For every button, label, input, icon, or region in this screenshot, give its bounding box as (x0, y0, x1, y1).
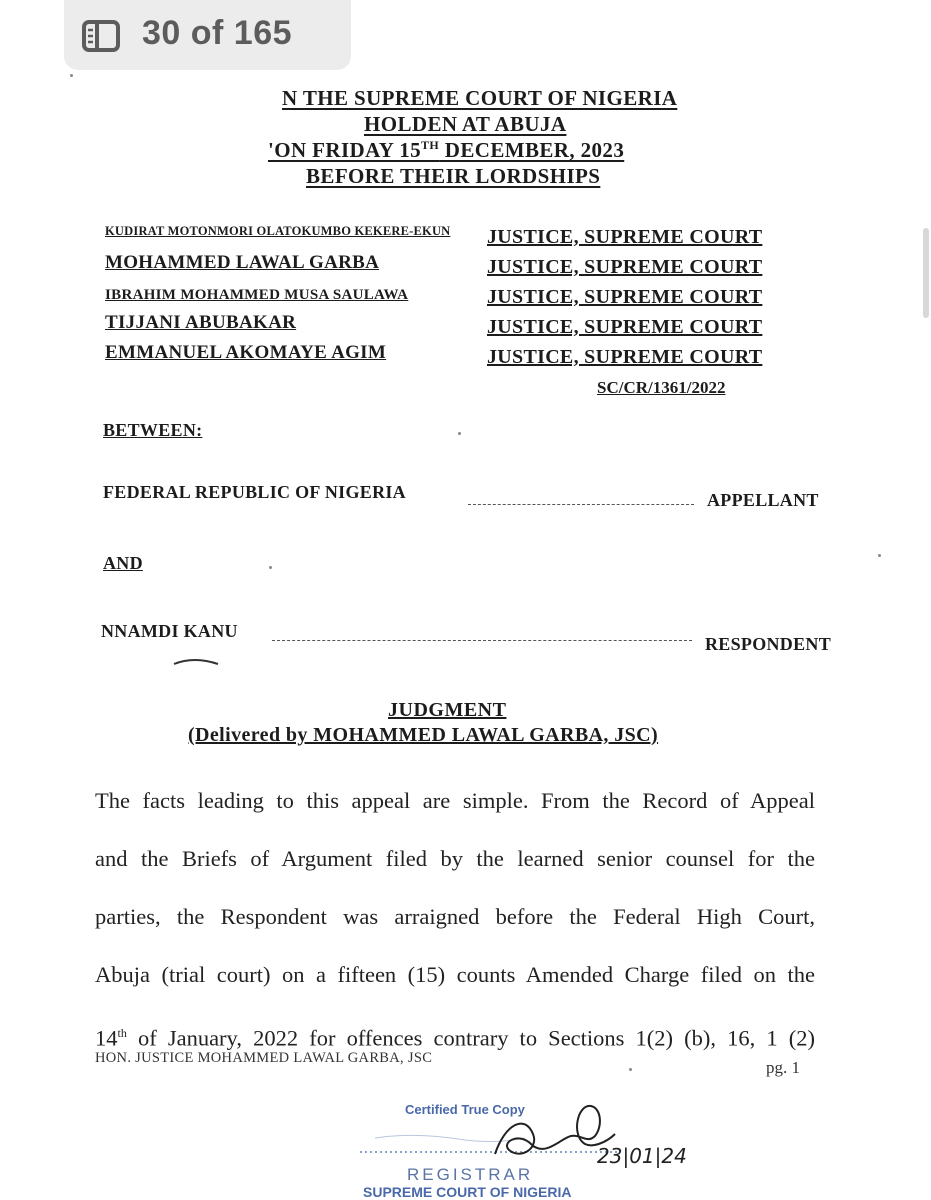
justice-title-5: JUSTICE, SUPREME COURT (487, 346, 763, 368)
appellant-name: FEDERAL REPUBLIC OF NIGERIA (103, 482, 406, 502)
respondent-leader-line (272, 640, 692, 641)
hearing-date: 'ON FRIDAY 15TH DECEMBER, 2023 (268, 138, 625, 162)
page-indicator-badge[interactable] (64, 0, 351, 70)
justice-name-5: EMMANUEL AKOMAYE AGIM (105, 342, 387, 363)
scan-speck (458, 432, 461, 435)
scan-speck (878, 554, 881, 557)
vertical-scrollbar[interactable] (923, 228, 929, 318)
appellant-leader-line (468, 504, 694, 505)
justice-title-2: JUSTICE, SUPREME COURT (487, 256, 763, 278)
scan-speck (629, 1068, 632, 1071)
stamp-registrar: REGISTRAR (407, 1165, 534, 1184)
judgment-line-1: The facts leading to this appeal are simple. From the Record of Appeal (95, 788, 815, 813)
between-label: BETWEEN: (103, 420, 203, 440)
scan-speck (70, 74, 73, 77)
scan-mark (172, 656, 222, 668)
judgment-line-2: and the Briefs of Argument filed by the learned senior counsel for the (95, 846, 815, 871)
justice-name-1: KUDIRAT MOTONMORI OLATOKUMBO KEKERE-EKUN (105, 224, 451, 238)
page-indicator-text: 30 of 165 (142, 14, 293, 52)
stamp-court-name: SUPREME COURT OF NIGERIA (363, 1184, 572, 1200)
respondent-role: RESPONDENT (705, 634, 832, 654)
bench-heading: BEFORE THEIR LORDSHIPS (306, 164, 601, 188)
appellant-role: APPELLANT (707, 490, 819, 510)
court-title: N THE SUPREME COURT OF NIGERIA (282, 86, 678, 110)
judgment-line-3: parties, the Respondent was arraigned before the Federal High Court, (95, 904, 815, 929)
stamp-certified-text: Certified True Copy (405, 1102, 525, 1117)
court-location: HOLDEN AT ABUJA (364, 112, 567, 136)
footer-author: HON. JUSTICE MOHAMMED LAWAL GARBA, JSC (95, 1050, 433, 1066)
and-label: AND (103, 553, 143, 573)
judgment-title: JUDGMENT (388, 699, 507, 721)
scan-speck (269, 566, 272, 569)
justice-title-1: JUSTICE, SUPREME COURT (487, 226, 763, 248)
judgment-line-4: Abuja (trial court) on a fifteen (15) counts Amended Charge filed on the (95, 962, 815, 987)
respondent-name: NNAMDI KANU (101, 621, 238, 641)
judgment-paragraph (95, 772, 815, 1068)
justice-name-2: MOHAMMED LAWAL GARBA (105, 252, 380, 273)
page-number: pg. 1 (766, 1058, 800, 1077)
judgment-line-5: 14th of January, 2022 for offences contrary to Sections 1(2) (b), 16, 1 (2) (95, 1025, 815, 1051)
sidebar-pages-icon[interactable] (82, 20, 120, 52)
case-number: SC/CR/1361/2022 (597, 378, 726, 397)
justice-title-3: JUSTICE, SUPREME COURT (487, 286, 763, 308)
certified-copy-stamp (355, 1100, 775, 1200)
delivered-by: (Delivered by MOHAMMED LAWAL GARBA, JSC) (188, 724, 659, 746)
stamp-date: 23|01|24 (597, 1144, 687, 1168)
justice-title-4: JUSTICE, SUPREME COURT (487, 316, 763, 338)
justice-name-3: IBRAHIM MOHAMMED MUSA SAULAWA (105, 287, 409, 303)
justice-name-4: TIJJANI ABUBAKAR (105, 312, 297, 333)
